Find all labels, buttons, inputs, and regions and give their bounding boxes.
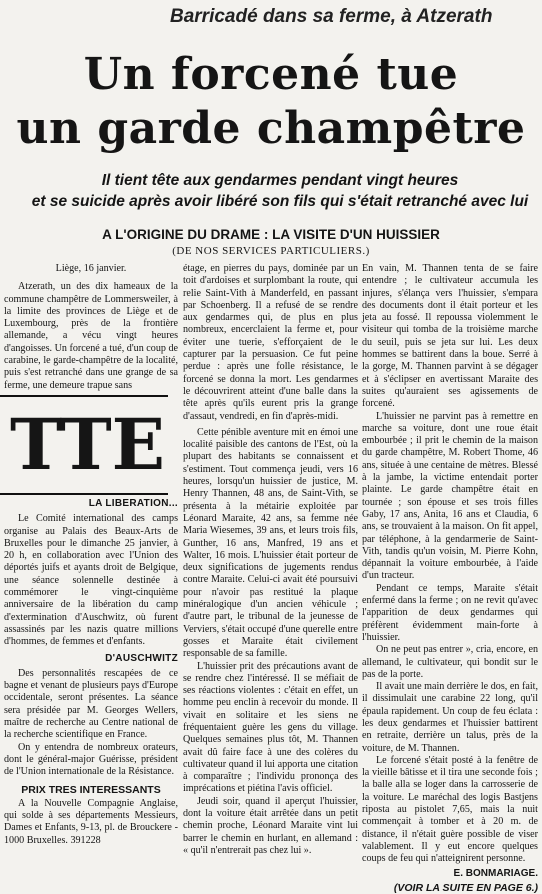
col3-paragraph-4: On ne peut pas entrer », cria, encore, en allemand, le cultivateur, qui bondit sur le pas de la porte. [362,644,538,680]
section-title: A L'ORIGINE DU DRAME : LA VISITE D'UN HUISSIER [102,227,440,242]
prix-title: PRIX TRES INTERESSANTS [21,783,161,796]
col2-paragraph-1: étage, en pierres du pays, dominée par un toit d'ardoises et surplombant la route, qui relie Saint-Vith à Manderfeld, en passant par Schoenberg. Il a refusé de se rendre aux gendarmes qui, de plus en plus nombreux, encerclaient la ferme et, pour éviter une tuerie, s'efforçaient de le capturer par la persuasion. Ce fut peine perdue : après une folle résistance, le forcené se donna la mort. Les gendarmes le découvrirent atteint d'une balle dans la tête après qu'ils eurent pris la grange d'assaut, vendredi, en fin d'après-midi. [183,263,358,422]
column-2 [183,263,358,857]
column-1-bottom [4,494,178,847]
col3-paragraph-2: L'huissier ne parvint pas à remettre en marche sa voiture, dont une roue était embourbée ; il prit le chemin de la maison du garde champêtre, M. Robert Thome, 46 ans, située à une centaine de mètres. Blessé à la jambe, la victime entendait porter plainte. Le garde champêtre était en tournée ; son épouse et ses trois filles Gaby, 17 ans, Anita, 16 ans et Claudia, 6 ans, se trouvaient à la maison. On fit appel, par téléphone, à la gendarmerie de Saint-Vith, tandis qu'un voisin, M. Pierre Kohn, dépannait la voiture embourbée, à l'aide d'un tracteur. [362,410,538,582]
dateline: Liège, 16 janvier. [55,263,127,274]
liberation-paragraph: Le Comité international des camps organise au Palais des Beaux-Arts de Bruxelles pour le dimanche 25 janvier, à 20 h, en collaboration avec l'Union des déportés juifs et ayants droit de Belgique, une séance solennelle destinée à commémorer le vingt-cinquième anniversaire de la libération du camp d'extermination d'Auschwitz, où furent assassinés par les nazis quatre millions d'hommes, de femmes et d'enfants. [4,513,178,648]
headline-line-2: un garde champêtre [16,103,526,154]
prix-paragraph: A la Nouvelle Compagnie Anglaise, qui solde à ses départements Messieurs, Dames et Enfants, 9-13, pl. de Brouckere - 1000 Bruxelles. 391228 [4,797,178,846]
auschwitz-paragraph-1: Des personnalités rescapées de ce bagne et venant de plusieurs pays d'Europe occidentale, seront présentes. La séance sera présidée par M. Georges Wellers, maître de recherche au Centre national de la recherche scientifique en France. [4,667,178,741]
author-signature: E. BONMARIAGE. [453,867,538,879]
col2-paragraph-3: L'huissier prit des précautions avant de se rendre chez l'intéressé. Il se méfiait de ses réactions violentes : c'était en effet, un homme peu enclin à recevoir du monde. Il vivait en solitaire et les siens ne fréquentaient guère les gens du village. Quelques semaines plus tôt, M. Thannen avait dû faire face à une des colères du cultivateur quand il lui apporta une citation à comparaître ; l'individu prononça des imprécations et piétina l'avis officiel. [183,660,358,795]
col2-paragraph-2: Cette pénible aventure mit en émoi une localité paisible des cantons de l'Est, où la plupart des habitants se connaissent et s'estiment. Tout commença jeudi, vers 16 heures, lorsqu'un huissier de justice, M. Henry Thannen, 48 ans, de Saint-Vith, se présenta à la métairie exploitée par Léonard Maraite, 42 ans, sa femme née Maria Wiesemes, 39 ans, et leurs trois fils, Gunther, 16 ans, Manfred, 19 ans et Walter, 16 mois. L'huissier était porteur de deux significations de jugements rendus contre Maraite. Celui-ci avait été poursuivi pour n'avoir pas restitué la plaque minéralogique d'un ancien véhicule ; d'autre part, le tribunal de la jeunesse de Verviers, s'était occupé d'une querelle entre gosses et Maraite était civilement responsable de sa famille. [183,426,358,660]
column-3 [362,263,538,894]
col2-paragraph-4: Jeudi soir, quand il aperçut l'huissier, dont la voiture était arrêtée dans un petit chemin proche, Léonard Maraite vint lui barrer le chemin en hurlant, en allemand : « qu'il n'entrerait pas chez lui ». [183,795,358,856]
column-1-top [4,263,178,392]
col3-paragraph-1: En vain, M. Thannen tenta de se faire entendre ; le cultivateur accumula les injures, s'élança vers l'huissier, s'empara des documents dont il était porteur et les jeta au fossé. Il repoussa violemment le visiteur qui tomba de la troisième marche du seuil, puis se jeta sur lui. Les deux hommes se battirent dans la boue. Serré à la gorge, M. Thannen parvint à se dégager et à s'éclipser en avertissant Maraite des suites qu'auraient ses agissements de forcené. [362,263,538,410]
kicker-headline: Barricadé dans sa ferme, à Atzerath [170,6,493,27]
col3-paragraph-5: Il avait une main derrière le dos, en fait, il dissimulait une carabine 22 long, qu'il épaula rapidement. Un coup de feu éclata : les deux gendarmes et l'huissier battirent en retraite, derrière un talus, près de la voiture, de M. Thannen. [362,681,538,754]
col3-paragraph-6: Le forcené s'était posté à la fenêtre de la vieille bâtisse et il tira une seconde fois ; la balle alla se loger dans la carrosserie de la voiture. Le maréchal des logis Bastjens riposta au pistolet 7,65, mais la nuit commençait à tomber et à 20 m. de distance, il n'était guère possible de viser valablement. Il y eut encore quelques coups de feu qui n'atteignirent personne. [362,754,538,865]
subdeck-line-1: Il tient tête aux gendarmes pendant vingt heures [101,172,459,189]
intro-paragraph: Atzerath, un des dix hameaux de la commune champêtre de Lommersweiler, à la limite des provinces de Liège et de Luxembourg, près de la frontière allemande, a vécu vingt heures d'angoisses. Un forcené a tué, d'un coup de carabine, le garde-champêtre de la localité, puis s'est retranché dans une grange de sa ferme, une demeure trapue sans [4,281,178,391]
col3-paragraph-3: Pendant ce temps, Maraite s'était enfermé dans la ferme ; on ne revit qu'avec l'apparition de deux gendarmes qui préfèrent évidemment main-forte à l'huissier. [362,582,538,643]
subdeck [30,170,530,212]
subdeck-line-2: et se suicide après avoir libéré son fils qui s'était retranché avec lui [31,193,529,210]
auschwitz-rubric: D'AUSCHWITZ [105,652,178,664]
service-credit: (DE NOS SERVICES PARTICULIERS.) [172,245,370,257]
headline-line-1: Un forcené tue [83,49,459,100]
auschwitz-paragraph-2: On y entendra de nombreux orateurs, dont le général-major Guérisse, président de l'Union internationale de la Résistance. [4,741,178,778]
continued-notice: (VOIR LA SUITE EN PAGE 6.) [393,881,538,894]
cropped-headline-letters: TTE [0,395,168,495]
main-headline [0,48,542,156]
liberation-rubric: LA LIBERATION... [88,498,178,509]
